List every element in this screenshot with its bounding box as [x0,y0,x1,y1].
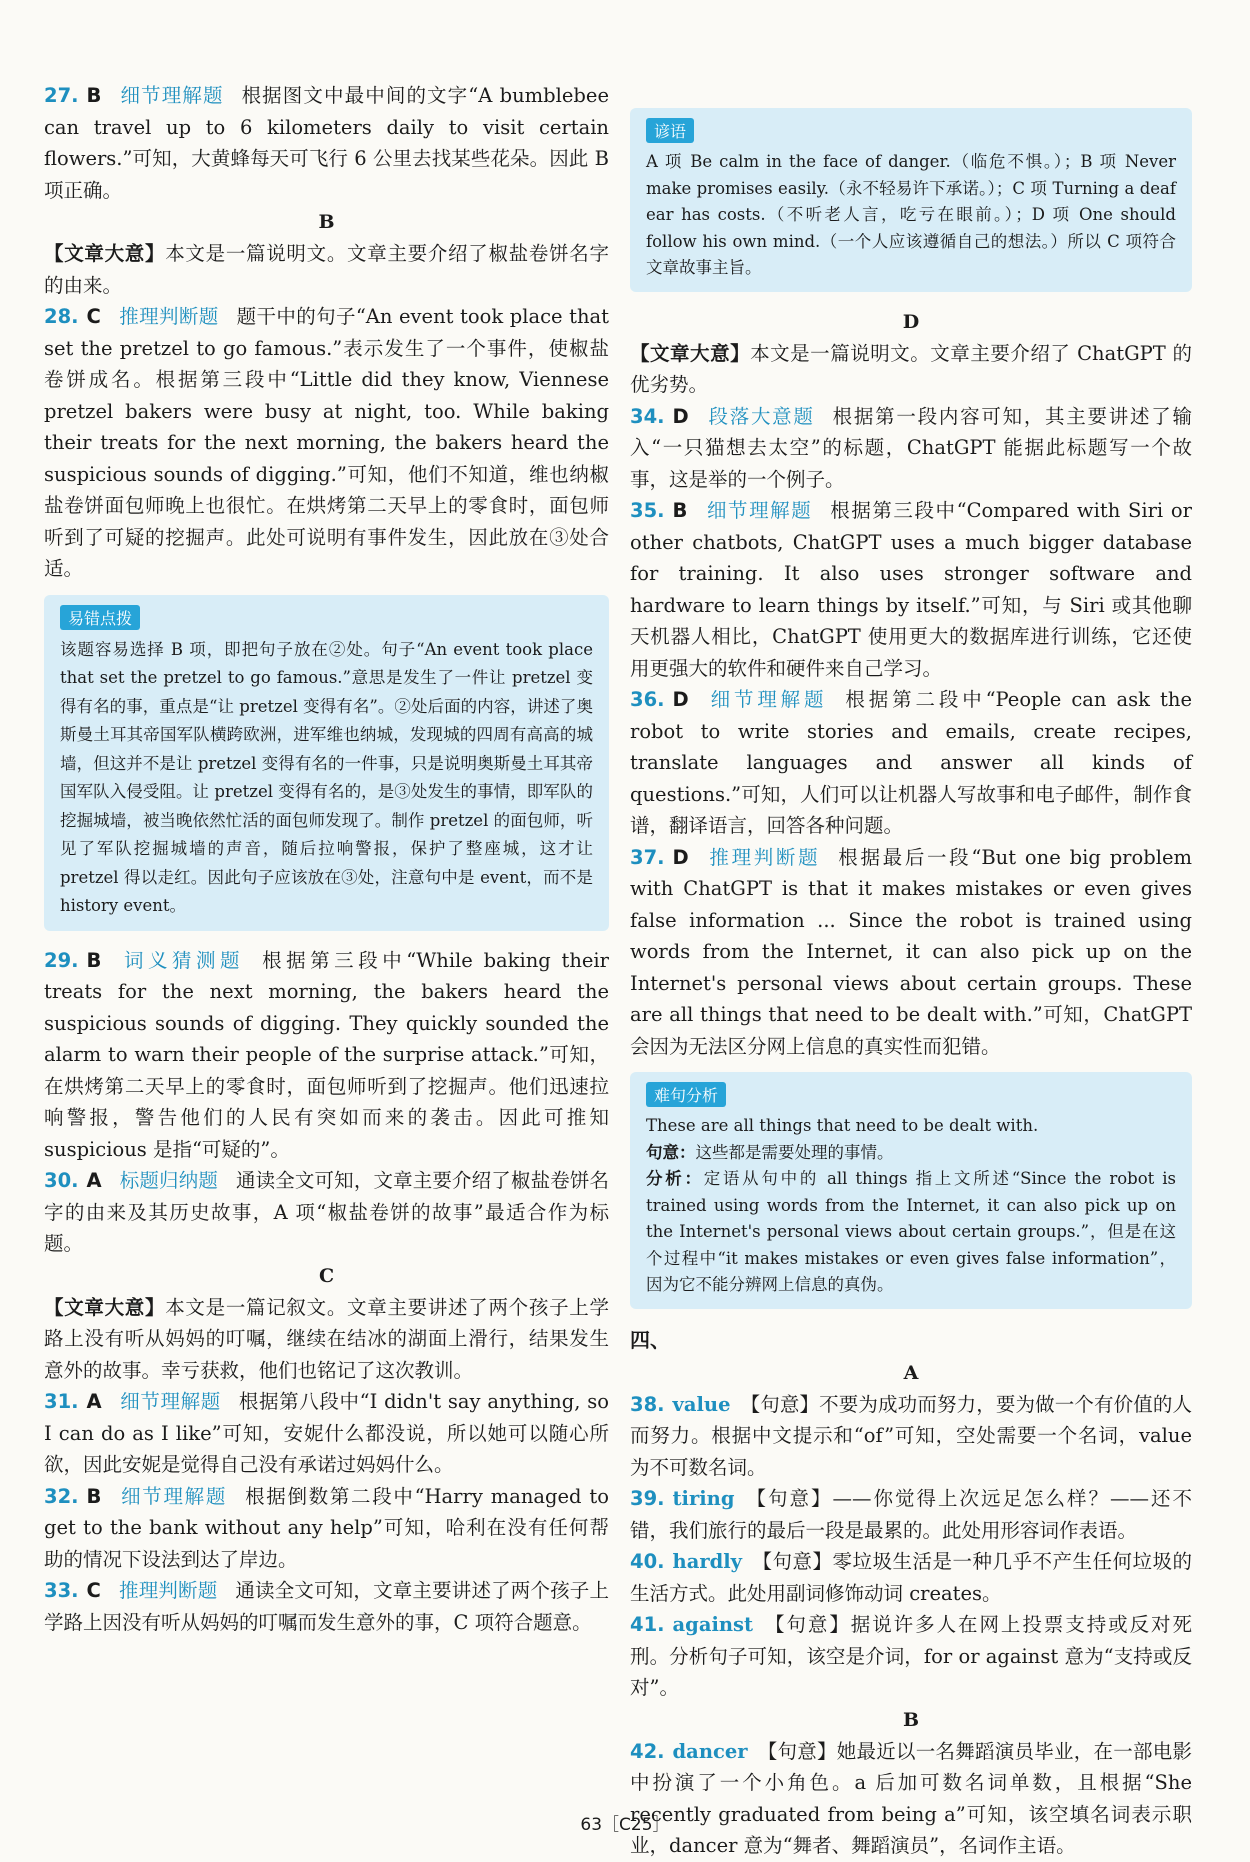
summary-d: 【文章大意】本文是一篇说明文。文章主要介绍了 ChatGPT 的优劣势。 [630,341,1192,396]
section-d-heading: D [902,310,920,333]
answer-34: 34. D 段落大意题 根据第一段内容可知，其主要讲述了输入“一只猫想去太空”的标题，ChatGPT 能据此标题写一个故事，这是举的一个例子。 [630,404,1192,491]
proverb-box [630,108,1192,292]
sentence-analysis: 分析：定语从句中的 all things 指上文所述“Since the robot is trained using words from the Internet, it can also pick up on the Internet's personal views about certain groups.”，但是在这个过程中“it makes mistakes or even gives false information”，因为它不能分辨网上信息的真伪。 [646,1169,1176,1294]
answer-29: 29. B 词义猜测题 根据第三段中“While baking their treats for the next morning, the bakers heard the suspicious sounds of digging. They quickly sounded the alarm to warn their people of the surprise attack.”可知，在烘烤第二天早上的零食时，面包师听到了挖掘声。他们迅速拉响警报，警告他们的人民有突如而来的袭击。因此可推知 suspicious 是指“可疑的”。 [44,948,609,1161]
difficult-sentence: These are all things that need to be dealt with. [646,1116,1039,1135]
answer-28: 28. C 推理判断题 题干中的句子“An event took place that set the pretzel to go famous.”表示发生了一个事件，使椒盐卷饼成名。根据第三段中“Little did they know, Viennese pretzel bakers were busy at night, too. While baking their treats for the next morning, the bakers heard the suspicious sounds of digging.”可知，他们不知道，维也纳椒盐卷饼面包师晚上也很忙。在烘烤第二天早上的零食时，面包师听到了可疑的挖掘声。此处可说明有事件发生，因此放在③处合适。 [44,305,609,580]
answer-39: 39. tiring 【句意】——你觉得上次远足怎么样？——还不错，我们旅行的最后一段是最累的。此处用形容词作表语。 [630,1487,1192,1542]
answer-42: 42. dancer 【句意】她最近以一名舞蹈演员毕业，在一部电影中扮演了一个小角色。a 后加可数名词单数，且根据“She recently graduated from being a”可知，该空填名词表示职业，dancer 意为“舞者、舞蹈演员”，名词作主语。 [630,1739,1192,1857]
answer-38: 38. value 【句意】不要为成功而努力，要为做一个有价值的人而努力。根据中文提示和“of”可知，空处需要一个名词，value 为不可数名词。 [630,1392,1192,1479]
answer-32: 32. B 细节理解题 根据倒数第二段中“Harry managed to get to the bank without any help”可知，哈利在没有任何帮助的情况下设法到达了岸边。 [44,1484,609,1571]
answer-40: 40. hardly 【句意】零垃圾生活是一种几乎不产生任何垃圾的生活方式。此处用副词修饰动词 creates。 [630,1550,1192,1605]
part-four-heading: 四、 [630,1327,670,1352]
answer-37: 37. D 推理判断题 根据最后一段“But one big problem with ChatGPT is that it makes mistakes or even gives false information ... Since the robot is trained using words from the Internet, it can also pick up on the Internet's personal views about certain groups. These are all things that need to be dealt with.”可知，ChatGPT 会因为无法区分网上信息的真实性而犯错。 [630,845,1192,1058]
error-tip-title: 易错点拨 [60,605,140,630]
summary-b: 【文章大意】本文是一篇说明文。文章主要介绍了椒盐卷饼名字的由来。 [44,242,609,297]
answer-30: 30. A 标题归纳题 通读全文可知，文章主要介绍了椒盐卷饼名字的由来及其历史故事，A 项“椒盐卷饼的故事”最适合作为标题。 [44,1169,609,1255]
sentence-meaning: 句意：这些都是需要处理的事情。 [646,1142,894,1162]
answer-31: 31. A 细节理解题 根据第八段中“I didn't say anything, so I can do as I like”可知，安妮什么都没说，所以她可以随心所欲，因此安妮是觉得自己没有承诺过妈妈什么。 [44,1390,609,1476]
section-c-heading: C [318,1264,335,1287]
proverb-title: 谚语 [646,118,694,143]
section-b2-heading: B [902,1708,920,1731]
section-b-heading: B [318,211,335,233]
error-tip-text: 该题容易选择 B 项，即把句子放在②处。句子“An event took place that set the pretzel to go famous.”意思是发生了一件让 pretzel 变得有名的事，重点是“让 pretzel 变得有名”。②处后面的内容，讲述了奥斯曼土耳其帝国军队横跨欧洲，进军维也纳城，发现城的四周有高高的城墙，但这并不是让 pretzel 变得有名的一件事，只是说明奥斯曼土耳其帝国军队入侵受阻。让 pretzel 变得有名的，是③处发生的事情，即军队的挖掘城墙，被当晚依然忙活的面包师发现了。制作 pretzel 的面包师，听见了军队挖掘城墙的声音，随后拉响警报，保护了整座城，这才让 pretzel 得以走红。因此句子应该放在③处，注意句中是 event，而不是 history event。 [60,639,593,915]
page-number: 63［C25］ [580,1815,670,1835]
difficult-sentence-title: 难句分析 [646,1082,726,1107]
right-column [630,80,1192,1862]
section-a-heading: A [903,1361,919,1384]
answer-41: 41. against 【句意】据说许多人在网上投票支持或反对死刑。分析句子可知，该空是介词，for or against 意为“支持或反对”。 [630,1613,1192,1699]
left-column [44,80,609,1638]
answer-33: 33. C 推理判断题 通读全文可知，文章主要讲述了两个孩子上学路上因没有听从妈妈的叮嘱而发生意外的事，C 项符合题意。 [44,1579,609,1634]
error-tip-box [44,595,609,931]
proverb-text: A 项 Be calm in the face of danger.（临危不惧。）；B 项 Never make promises easily.（永不轻易许下承诺。）；C 项 Turning a deaf ear has costs.（不听老人言，吃亏在眼前。）；D 项 One should follow his own mind.（一个人应该遵循自己的想法。）所以 C 项符合文章故事主旨。 [646,152,1176,277]
answer-27: 27. B 细节理解题 根据图文中最中间的文字“A bumblebee can travel up to 6 kilometers daily to visit certain flowers.”可知，大黄蜂每天可飞行 6 公里去找某些花朵。因此 B 项正确。 [44,84,609,202]
summary-c: 【文章大意】本文是一篇记叙文。文章主要讲述了两个孩子上学路上没有听从妈妈的叮嘱，继续在结冰的湖面上滑行，结果发生意外的故事。幸亏获救，他们也铭记了这次教训。 [44,1295,609,1382]
answer-35: 35. B 细节理解题 根据第三段中“Compared with Siri or other chatbots, ChatGPT uses a much bigger database for training. It also uses stronger software and hardware to learn things by itself.”可知，与 Siri 或其他聊天机器人相比，ChatGPT 使用更大的数据库进行训练，它还使用更强大的软件和硬件来自己学习。 [630,499,1192,680]
answer-36: 36. D 细节理解题 根据第二段中“People can ask the robot to write stories and emails, create recipes, translate languages and answer all kinds of questions.”可知，人们可以让机器人写故事和电子邮件，制作食谱，翻译语言，回答各种问题。 [630,688,1192,837]
difficult-sentence-box [630,1072,1192,1309]
